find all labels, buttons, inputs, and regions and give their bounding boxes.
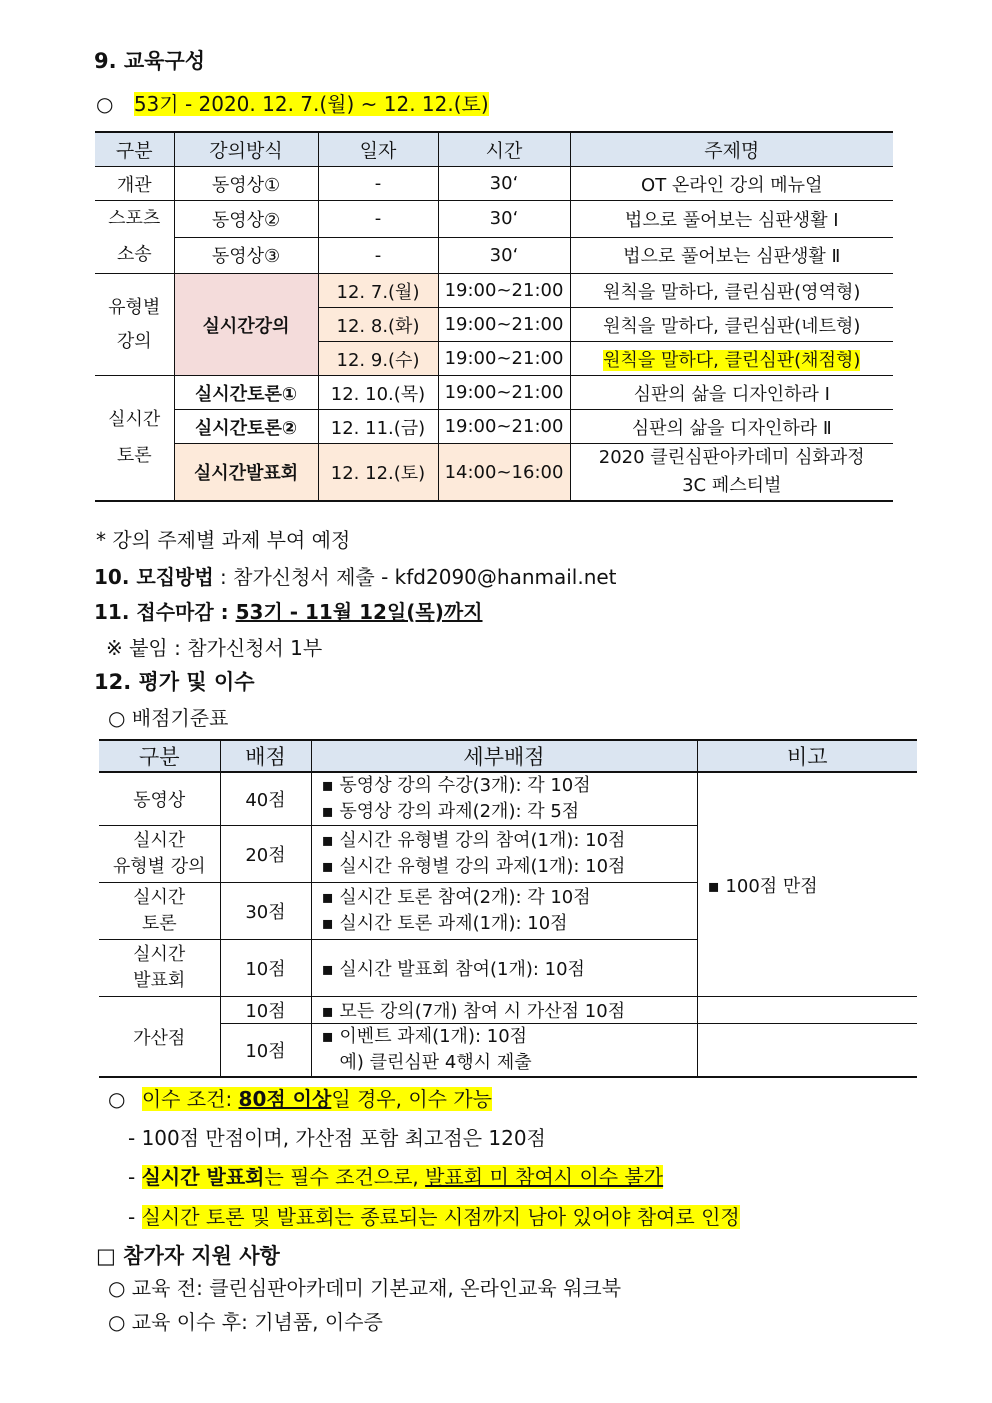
remarks-cell: ▪ 100점 만점 [697,772,917,997]
completion-highlight: 이수 조건: 80점 이상일 경우, 이수 가능 [141,1087,492,1111]
time-cell: 19:00~21:00 [438,308,570,342]
section-11-title: 11. 접수마감 [94,600,214,624]
remarks-empty-cell [697,1024,917,1078]
bullet-circle: ○ [96,92,114,116]
table-row [95,201,893,238]
schedule-header-row [95,132,893,167]
completion-required: - 실시간 발표회는 필수 조건으로, 발표회 미 참여시 이수 불가 [128,1165,664,1189]
group-type-lecture: 유형별 강의 [95,274,174,376]
attachment-note: ※ 붙임 : 참가신청서 1부 [106,636,323,660]
details-cell: ▪ 동영상 강의 수강(3개): 각 10점 ▪ 동영상 강의 과제(2개): 각 5점 [311,772,697,826]
scoring-header-row [99,740,917,772]
period-line [96,88,489,117]
method-cell: 실시간토론① [174,376,318,410]
method-cell: 실시간발표회 [174,444,318,502]
header-date: 일자 [318,132,438,167]
category-cell: 가산점 [99,997,220,1078]
table-row [99,1024,917,1078]
topic-cell: 원칙을 말하다, 클린심판(네트형) [570,308,893,342]
assignment-note: * 강의 주제별 과제 부여 예정 [96,528,351,552]
score-cell: 20점 [220,826,311,883]
table-row [95,237,893,274]
topic-cell: 법으로 풀어보는 심판생활 Ⅱ [570,237,893,274]
details-cell: ▪ 실시간 토론 참여(2개): 각 10점 ▪ 실시간 토론 과제(1개): 10점 [311,883,697,940]
category-cell: 실시간 유형별 강의 [99,826,220,883]
table-row [95,167,893,201]
date-cell: - [318,167,438,201]
header-details: 세부배점 [311,740,697,772]
category-cell: 실시간 발표회 [99,940,220,997]
group-overview: 개관 [95,167,174,201]
date-cell: 12. 9.(수) [318,342,438,376]
table-row [99,772,917,826]
category-cell: 동영상 [99,772,220,826]
method-cell: 동영상③ [174,237,318,274]
remarks-empty-cell [697,997,917,1024]
bullet-circle: ○ [108,1087,126,1111]
header-category: 구분 [95,132,174,167]
method-cell: 실시간토론② [174,410,318,444]
details-cell: ▪ 이벤트 과제(1개): 10점 예) 클린심판 4행시 제출 [311,1024,697,1078]
schedule-table [95,131,893,502]
header-time: 시간 [438,132,570,167]
time-cell: 19:00~21:00 [438,410,570,444]
details-cell: ▪ 실시간 유형별 강의 참여(1개): 10점 ▪ 실시간 유형별 강의 과제(1개): 10점 [311,826,697,883]
details-cell: ▪ 실시간 발표회 참여(1개): 10점 [311,940,697,997]
topic-cell: 2020 클린심판아카데미 심화과정 3C 페스티벌 [570,444,893,502]
scoring-table [99,739,917,1078]
section-9-title: 9. 교육구성 [94,49,206,73]
date-cell: 12. 11.(금) [318,410,438,444]
score-cell: 10점 [220,997,311,1024]
table-row [95,376,893,410]
completion-condition [108,1083,492,1112]
period-text: 53기 - 2020. 12. 7.(월) ~ 12. 12.(토) [133,92,489,116]
support-before: ○ 교육 전: 클린심판아카데미 기본교재, 온라인교육 워크북 [108,1276,622,1300]
header-remarks: 비고 [697,740,917,772]
header-method: 강의방식 [174,132,318,167]
method-cell: 동영상② [174,201,318,238]
score-cell: 30점 [220,883,311,940]
section-11-colon: : [213,600,236,624]
header-score: 배점 [220,740,311,772]
topic-cell: 원칙을 말하다, 클린심판(채점형) [570,342,893,376]
time-cell: 14:00~16:00 [438,444,570,502]
group-sports-litigation: 스포츠 소송 [95,201,174,274]
time-cell: 19:00~21:00 [438,342,570,376]
date-cell: 12. 8.(화) [318,308,438,342]
time-cell: 30‘ [438,237,570,274]
date-cell: - [318,237,438,274]
table-row [95,444,893,502]
header-topic: 주제명 [570,132,893,167]
support-after: ○ 교육 이수 후: 기념품, 이수증 [108,1310,383,1334]
score-cell: 10점 [220,940,311,997]
time-cell: 19:00~21:00 [438,274,570,308]
section-10-title: 10. 모집방법 [94,565,214,589]
category-cell: 실시간 토론 [99,883,220,940]
score-cell: 10점 [220,1024,311,1078]
time-cell: 19:00~21:00 [438,376,570,410]
score-cell: 40점 [220,772,311,826]
topic-cell: OT 온라인 강의 메뉴얼 [570,167,893,201]
date-cell: - [318,201,438,238]
completion-max-score: - 100점 만점이며, 가산점 포함 최고점은 120점 [128,1126,546,1150]
method-live-lecture: 실시간강의 [174,274,318,376]
section-11 [94,596,483,625]
section-12-title: 12. 평가 및 이수 [94,670,255,694]
time-cell: 30‘ [438,201,570,238]
topic-cell: 법으로 풀어보는 심판생활 Ⅰ [570,201,893,238]
topic-cell: 심판의 삶을 디자인하라 Ⅰ [570,376,893,410]
date-cell: 12. 7.(월) [318,274,438,308]
group-live-discussion: 실시간 토론 [95,376,174,502]
topic-cell: 원칙을 말하다, 클린심판(영역형) [570,274,893,308]
scoring-subtitle: ○ 배점기준표 [108,706,229,730]
table-row [99,997,917,1024]
deadline-text: 53기 - 11월 12일(목)까지 [235,600,483,624]
support-title: □ 참가자 지원 사항 [96,1244,280,1268]
completion-attendance: - 실시간 토론 및 발표회는 종료되는 시점까지 남아 있어야 참여로 인정 [128,1205,740,1229]
topic-cell: 심판의 삶을 디자인하라 Ⅱ [570,410,893,444]
table-row [95,410,893,444]
section-10 [94,561,617,590]
method-cell: 동영상① [174,167,318,201]
table-row [95,274,893,308]
details-cell: ▪ 모든 강의(7개) 참여 시 가산점 10점 [311,997,697,1024]
time-cell: 30‘ [438,167,570,201]
header-category: 구분 [99,740,220,772]
date-cell: 12. 12.(토) [318,444,438,502]
date-cell: 12. 10.(목) [318,376,438,410]
section-10-text: : 참가신청서 제출 - kfd2090@hanmail.net [220,565,617,589]
